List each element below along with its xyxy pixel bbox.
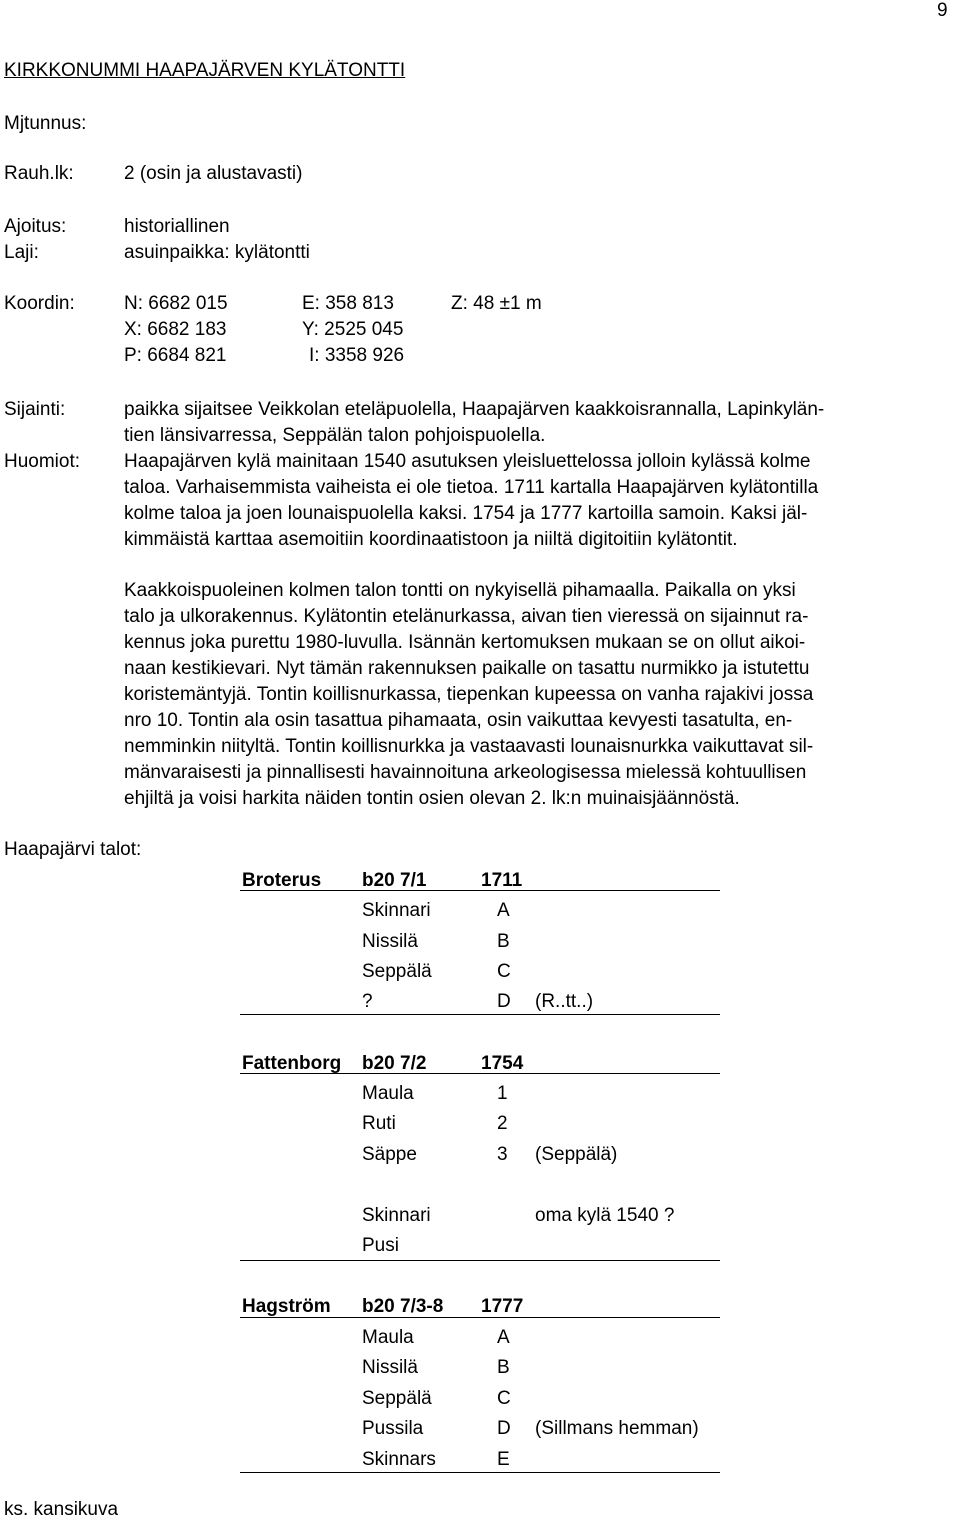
house-mark: E — [497, 1449, 510, 1470]
house-name: Ruti — [362, 1113, 396, 1134]
house-mark: D — [497, 1418, 511, 1439]
koordin-label: Koordin: — [4, 293, 75, 314]
map-year: 1711 — [481, 870, 523, 891]
description-line: nemminkin niityltä. Tontin koillisnurkka ja vastaavasti lounaisnurkka vaikuttavat sil- — [124, 736, 814, 757]
table-rule — [240, 1014, 720, 1015]
laji-value: asuinpaikka: kylätontti — [124, 242, 310, 263]
map-author: Fattenborg — [242, 1053, 342, 1074]
house-name: Pussila — [362, 1418, 424, 1439]
map-year: 1754 — [481, 1053, 524, 1074]
map-author: Hagström — [242, 1296, 331, 1317]
huomiot-label: Huomiot: — [4, 451, 81, 472]
table-rule — [240, 1073, 720, 1074]
house-note: (Seppälä) — [535, 1144, 618, 1165]
laji-label: Laji: — [4, 242, 39, 263]
table-rule — [240, 1317, 720, 1318]
coord-i: I: 3358 926 — [309, 345, 405, 366]
house-note: oma kylä 1540 ? — [535, 1205, 675, 1226]
house-name: Maula — [362, 1327, 414, 1348]
house-mark: C — [497, 961, 511, 982]
page-title: KIRKKONUMMI HAAPAJÄRVEN KYLÄTONTTI — [4, 60, 406, 81]
description-line: kennus joka purettu 1980-luvulla. Isännän kertomuksen mukaan se on ollut aikoi- — [124, 632, 806, 653]
sijainti-line: paikka sijaitsee Veikkolan eteläpuolella, Haapajärven kaakkoisrannalla, Lapinkylän- — [124, 399, 825, 420]
coord-x: X: 6682 183 — [124, 319, 227, 340]
description-text — [124, 578, 950, 812]
house-note: (Sillmans hemman) — [535, 1418, 699, 1439]
house-mark: A — [497, 900, 510, 921]
house-mark: 3 — [497, 1144, 508, 1165]
map-year: 1777 — [481, 1296, 524, 1317]
rauh-label: Rauh.lk: — [4, 163, 74, 184]
coord-z: Z: 48 ±1 m — [451, 293, 542, 314]
house-mark: A — [497, 1327, 510, 1348]
huomiot-line: taloa. Varhaisemmista vaiheista ei ole tietoa. 1711 kartalla Haapajärven kylätontilla — [124, 477, 819, 498]
table-rule — [240, 890, 720, 891]
house-name: Säppe — [362, 1144, 417, 1165]
rauh-value: 2 (osin ja alustavasti) — [124, 163, 303, 184]
table-rule — [240, 1260, 720, 1261]
coord-e: E: 358 813 — [302, 293, 394, 314]
ajoitus-label: Ajoitus: — [4, 216, 67, 237]
huomiot-line: kolme taloa ja joen lounaispuolella kaksi. 1754 ja 1777 kartoilla samoin. Kaksi jäl- — [124, 503, 808, 524]
map-author: Broterus — [242, 870, 322, 891]
description-line: koristemäntyjä. Tontin koillisnurkassa, tiepenkan kupeessa on vanha rajakivi jossa — [124, 684, 814, 705]
footer-note: ks. kansikuva — [4, 1499, 119, 1520]
huomiot-text — [124, 449, 950, 553]
coord-p: P: 6684 821 — [124, 345, 227, 366]
mjtunnus-label: Mjtunnus: — [4, 113, 87, 134]
house-mark: C — [497, 1388, 511, 1409]
house-name: Nissilä — [362, 931, 418, 952]
huomiot-line: kimmäistä karttaa asemoitiin koordinaatistoon ja niiltä digitoitiin kylätontit. — [124, 529, 738, 550]
description-line: ehjiltä ja voisi harkita näiden tontin osien olevan 2. lk:n muinaisjäännöstä. — [124, 788, 740, 809]
house-name: Pusi — [362, 1235, 399, 1256]
description-line: mänvaraisesti ja pinnallisesti havainnoituna arkeologisessa mielessä kohtuullisen — [124, 762, 807, 783]
sijainti-line: tien länsivarressa, Seppälän talon pohjoispuolella. — [124, 425, 546, 446]
house-name: Skinnari — [362, 1205, 431, 1226]
house-note: (R..tt..) — [535, 991, 594, 1012]
house-mark: 2 — [497, 1113, 508, 1134]
sijainti-label: Sijainti: — [4, 399, 66, 420]
huomiot-line: Haapajärven kylä mainitaan 1540 asutuksen yleisluettelossa jolloin kylässä kolme — [124, 451, 811, 472]
map-code: b20 7/3-8 — [362, 1296, 444, 1317]
coord-y: Y: 2525 045 — [302, 319, 404, 340]
house-name: Seppälä — [362, 961, 432, 982]
talot-label: Haapajärvi talot: — [4, 839, 142, 860]
house-name: Nissilä — [362, 1357, 418, 1378]
description-line: naan kestikievari. Nyt tämän rakennuksen paikalle on tasattu nurmikko ja istutettu — [124, 658, 810, 679]
house-name: ? — [362, 991, 373, 1012]
map-code: b20 7/2 — [362, 1053, 427, 1074]
table-rule — [240, 1472, 720, 1473]
description-line: talo ja ulkorakennus. Kylätontin etelänurkassa, aivan tien vieressä on sijainnut ra- — [124, 606, 809, 627]
house-mark: B — [497, 1357, 510, 1378]
page-number: 9 — [937, 0, 948, 21]
house-mark: B — [497, 931, 510, 952]
description-line: Kaakkoispuoleinen kolmen talon tontti on nykyisellä pihamaalla. Paikalla on yksi — [124, 580, 796, 601]
house-name: Skinnars — [362, 1449, 436, 1470]
coord-n: N: 6682 015 — [124, 293, 228, 314]
description-line: nro 10. Tontin ala osin tasattua pihamaata, osin vaikuttaa kevyesti tasatulta, en- — [124, 710, 793, 731]
house-name: Skinnari — [362, 900, 431, 921]
sijainti-text — [124, 397, 950, 449]
house-name: Seppälä — [362, 1388, 432, 1409]
map-code: b20 7/1 — [362, 870, 427, 891]
ajoitus-value: historiallinen — [124, 216, 230, 237]
house-name: Maula — [362, 1083, 414, 1104]
house-mark: D — [497, 991, 511, 1012]
house-mark: 1 — [497, 1083, 508, 1104]
